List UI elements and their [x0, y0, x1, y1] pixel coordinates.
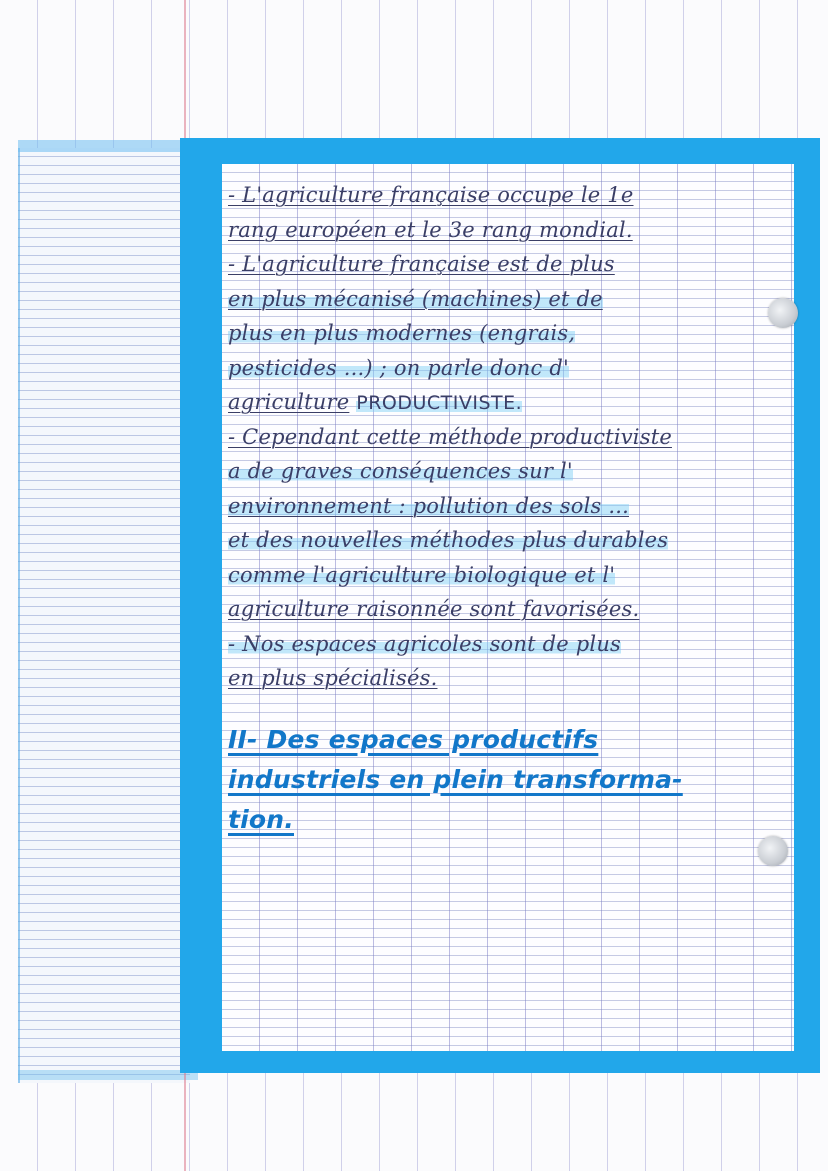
- note-line: environnement : pollution des sols ...: [228, 493, 630, 518]
- heading-line: II- Des espaces productifs: [228, 724, 599, 754]
- keyword-productiviste: PRODUCTIVISTE.: [356, 392, 523, 414]
- note-line: et des nouvelles méthodes plus durables: [228, 528, 669, 552]
- heading-line: tion.: [228, 804, 294, 834]
- note-line: agriculture PRODUCTIVISTE.: [228, 390, 523, 414]
- heading-line: industriels en plein transforma-: [228, 764, 683, 794]
- note-line: a de graves conséquences sur l': [228, 459, 573, 483]
- back-sheet-highlight-bottom: [18, 1070, 198, 1080]
- note-line: - Cependant cette méthode productiviste: [228, 424, 672, 449]
- note-line: rang européen et le 3e rang mondial.: [228, 217, 633, 242]
- handwritten-notes: [228, 178, 800, 840]
- note-line: - L'agriculture française est de plus: [228, 252, 615, 276]
- note-line: en plus spécialisés.: [228, 666, 438, 690]
- note-line: - L'agriculture française occupe le 1e: [228, 183, 634, 207]
- note-line: pesticides ...) ; on parle donc d': [228, 355, 569, 380]
- note-line: en plus mécanisé (machines) et de: [228, 286, 603, 311]
- punch-hole-icon: [758, 836, 788, 866]
- note-line: comme l'agriculture biologique et l': [228, 562, 616, 587]
- note-line: - Nos espaces agricoles sont de plus: [228, 631, 622, 656]
- back-sheet: [18, 148, 190, 1083]
- back-sheet-highlight-top: [18, 140, 198, 152]
- section-heading: [228, 720, 800, 840]
- note-line: plus en plus modernes (engrais,: [228, 321, 576, 345]
- note-line: agriculture raisonnée sont favorisées.: [228, 597, 640, 621]
